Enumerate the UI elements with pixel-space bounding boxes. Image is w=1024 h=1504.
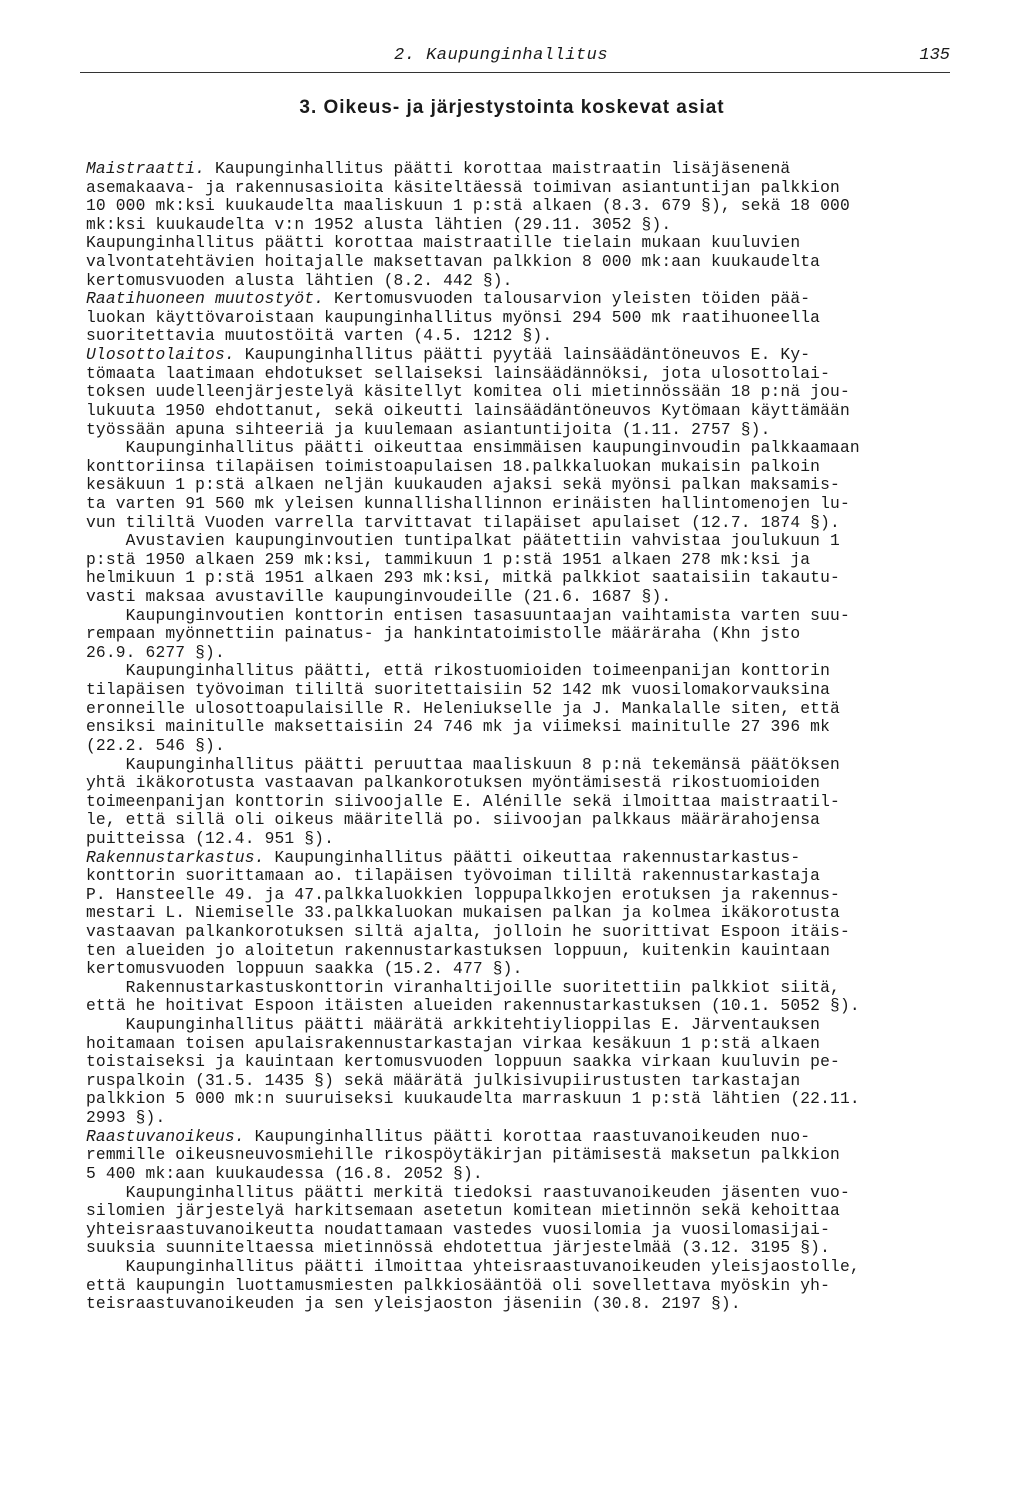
line-text: 5 400 mk:aan kuukaudessa (16.8. 2052 §).: [86, 1163, 483, 1183]
line-text: tilapäisen työvoiman tililtä suoritettaisiin 52 142 mk vuosilomakorvauksina: [86, 680, 831, 700]
text-line: [86, 718, 966, 737]
text-line: [86, 849, 966, 868]
line-text: Kertomusvuoden talousarvion yleisten töiden pää-: [324, 289, 811, 309]
line-text: vun tililtä Vuoden varrella tarvittavat tilapäiset apulaiset (12.7. 1874 §).: [86, 512, 840, 532]
text-line: [86, 365, 966, 384]
line-text: Kaupunginhallitus päätti korottaa maistraatille tielain mukaan kuuluvien: [86, 233, 801, 253]
line-text: työssään apuna sihteeriä ja kuulemaan asiantuntijoita (1.11. 2757 §).: [86, 419, 771, 439]
text-line: [86, 1239, 966, 1258]
text-line: [86, 1053, 966, 1072]
page-number: 135: [919, 46, 950, 65]
running-head: [80, 44, 950, 73]
text-line: [86, 272, 966, 291]
line-text: remmille oikeusneuvosmiehille rikospöytäkirjan pitämisestä maksetun palkkion: [86, 1145, 840, 1165]
line-text: toksen uudelleenjärjestelyä käsitellyt komitea oli mietinnössään 18 p:nä jou-: [86, 382, 850, 402]
line-text: P. Hansteelle 49. ja 47.palkkaluokkien loppupalkkojen erotuksen ja rakennus-: [86, 884, 840, 904]
line-text: toimeenpanijan konttorin siivoojalle E. Alénille sekä ilmoittaa maistraatil-: [86, 791, 840, 811]
line-text: teisraastuvanoikeuden ja sen yleisjaoston jäseniin (30.8. 2197 §).: [86, 1294, 741, 1314]
text-line: [86, 1202, 966, 1221]
text-line: [86, 1184, 966, 1203]
line-text: Rakennustarkastuskonttorin viranhaltijoille suoritettiin palkkiot siitä,: [86, 977, 840, 997]
text-line: [86, 234, 966, 253]
text-line: [86, 811, 966, 830]
text-line: [86, 1258, 966, 1277]
line-text: helmikuun 1 p:stä 1951 alkaen 293 mk:ksi, mitkä palkkiot saataisiin takautu-: [86, 568, 840, 588]
line-text: ta varten 91 560 mk yleisen kunnallishallinnon erinäisten hallintomenojen lu-: [86, 493, 850, 513]
line-text: mk:ksi kuukaudelta v:n 1952 alusta lähtien (29.11. 3052 §).: [86, 214, 672, 234]
text-line: [86, 886, 966, 905]
text-line: [86, 1165, 966, 1184]
line-text: silomien järjestelyä harkitsemaan asetetun komitean mietinnön sekä kehoittaa: [86, 1201, 840, 1221]
paragraph-heading: Maistraatti.: [86, 159, 206, 178]
text-line: [86, 1072, 966, 1091]
line-text: että he hoitivat Espoon itäisten alueiden rakennustarkastuksen (10.1. 5052 §).: [86, 996, 860, 1016]
line-text: Kaupunginhallitus päätti oikeuttaa ensimmäisen kaupunginvoudin palkkaamaan: [86, 438, 860, 458]
line-text: kertomusvuoden loppuun saakka (15.2. 477 §).: [86, 959, 523, 979]
paragraph-heading: Raatihuoneen muutostyöt.: [86, 289, 325, 309]
line-text: vasti maksaa avustaville kaupunginvoudeille (21.6. 1687 §).: [86, 587, 672, 607]
line-text: Kaupunginhallitus päätti korottaa maistraatin lisäjäsenenä: [205, 159, 791, 178]
text-line: [86, 179, 966, 198]
text-line: [86, 904, 966, 923]
line-text: kertomusvuoden alusta lähtien (8.2. 442 §).: [86, 270, 513, 290]
line-text: Avustavien kaupunginvoutien tuntipalkat päätettiin vahvistaa joulukuun 1: [86, 531, 840, 551]
text-line: [86, 1035, 966, 1054]
line-text: suoritettavia muutostöitä varten (4.5. 1212 §).: [86, 326, 553, 346]
line-text: suuksia suunniteltaessa mietinnössä ehdotettua järjestelmää (3.12. 3195 §).: [86, 1238, 831, 1258]
text-line: [86, 402, 966, 421]
text-line: [86, 662, 966, 681]
text-line: [86, 607, 966, 626]
text-line: [86, 569, 966, 588]
text-line: [86, 960, 966, 979]
line-text: ensiksi mainitulle maksettaisiin 24 746 mk ja viimeksi mainitulle 27 396 mk: [86, 717, 831, 737]
line-text: luokan käyttövaroistaan kaupunginhallitus myönsi 294 500 mk raatihuoneella: [86, 307, 821, 327]
text-line: [86, 439, 966, 458]
text-line: [86, 588, 966, 607]
line-text: mestari L. Niemiselle 33.palkkaluokan mukaisen palkan ja kolmea ikäkorotusta: [86, 903, 840, 923]
line-text: toistaiseksi ja kauintaan kertomusvuoden loppuun saakka virkaan kuuluvin pe-: [86, 1052, 840, 1072]
line-text: le, että sillä oli oikeus määritellä po. siivoojan palkkaus määrärahojensa: [86, 810, 821, 830]
line-text: kesäkuun 1 p:stä alkaen neljän kuukauden ajaksi sekä myönsi palkan maksamis-: [86, 475, 840, 495]
text-line: [86, 997, 966, 1016]
text-line: [86, 737, 966, 756]
line-text: hoitamaan toisen apulaisrakennustarkastajan virkaa kesäkuun 1 p:stä alkaen: [86, 1033, 821, 1053]
line-text: eronneille ulosottoapulaisille R. Heleniukselle ja J. Mankalalle siten, että: [86, 698, 840, 718]
text-line: [86, 1146, 966, 1165]
line-text: (22.2. 546 §).: [86, 735, 225, 755]
text-line: [86, 458, 966, 477]
text-line: [86, 774, 966, 793]
line-text: vastaavan palkankorotuksen siltä ajalta, jolloin he suorittivat Espoon itäis-: [86, 921, 850, 941]
text-line: [86, 1090, 966, 1109]
text-line: [86, 867, 966, 886]
line-text: Kaupunginhallitus päätti oikeuttaa rakennustarkastus-: [264, 847, 801, 867]
text-line: [86, 253, 966, 272]
text-line: [86, 476, 966, 495]
text-line: [86, 327, 966, 346]
line-text: konttoriinsa tilapäisen toimistoapulaisen 18.palkkaluokan mukaisin palkoin: [86, 456, 821, 476]
text-line: [86, 1277, 966, 1296]
line-text: ruspalkoin (31.5. 1435 §) sekä määrätä julkisivupiirustusten tarkastajan: [86, 1070, 801, 1090]
line-text: p:stä 1950 alkaen 259 mk:ksi, tammikuun 1 p:stä 1951 alkaen 278 mk:ksi ja: [86, 549, 811, 569]
line-text: valvontatehtävien hoitajalle maksettavan palkkion 8 000 mk:aan kuukaudelta: [86, 252, 821, 272]
text-line: [86, 197, 966, 216]
text-line: [86, 495, 966, 514]
running-head-title: 2. Kaupunginhallitus: [394, 46, 609, 65]
text-line: [86, 793, 966, 812]
text-line: [86, 756, 966, 775]
text-line: [86, 1295, 966, 1314]
text-line: [86, 290, 966, 309]
paragraph-heading: Raastuvanoikeus.: [86, 1126, 245, 1146]
text-line: [86, 942, 966, 961]
text-line: [86, 625, 966, 644]
line-text: 26.9. 6277 §).: [86, 642, 225, 662]
paragraph-heading: Ulosottolaitos.: [86, 345, 235, 365]
line-text: Kaupunginhallitus päätti, että rikostuomioiden toimeenpanijan konttorin: [86, 661, 831, 681]
line-text: rempaan myönnettiin painatus- ja hankintatoimistolle määräraha (Khn jsto: [86, 624, 801, 644]
body-text: [86, 160, 966, 1314]
text-line: [86, 160, 966, 179]
text-line: [86, 1128, 966, 1147]
text-line: [86, 383, 966, 402]
text-line: [86, 979, 966, 998]
text-line: [86, 514, 966, 533]
line-text: asemakaava- ja rakennusasioita käsiteltäessä toimivan asiantuntijan palkkion: [86, 177, 840, 197]
line-text: ten alueiden jo aloitetun rakennustarkastuksen loppuun, kuitenkin kauintaan: [86, 940, 831, 960]
text-line: [86, 421, 966, 440]
line-text: konttorin suorittamaan ao. tilapäisen työvoiman tililtä rakennustarkastaja: [86, 866, 821, 886]
text-line: [86, 681, 966, 700]
line-text: tömaata laatimaan ehdotukset sellaiseksi lainsäädännöksi, jota ulosottolai-: [86, 363, 831, 383]
text-line: [86, 923, 966, 942]
line-text: Kaupunginhallitus päätti korottaa raastuvanoikeuden nuo-: [244, 1126, 811, 1146]
text-line: [86, 1016, 966, 1035]
line-text: palkkion 5 000 mk:n suuruiseksi kuukaudelta marraskuun 1 p:stä lähtien (22.11.: [86, 1089, 860, 1109]
text-line: [86, 700, 966, 719]
paragraph-heading: Rakennustarkastus.: [86, 847, 265, 867]
text-line: [86, 216, 966, 235]
text-line: [86, 1109, 966, 1128]
line-text: Kaupunginhallitus päätti peruuttaa maaliskuun 8 p:nä tekemänsä päätöksen: [86, 754, 840, 774]
line-text: että kaupungin luottamusmiesten palkkiosääntöä oli sovellettava myöskin yh-: [86, 1275, 831, 1295]
text-line: [86, 532, 966, 551]
line-text: Kaupunginhallitus päätti ilmoittaa yhteisraastuvanoikeuden yleisjaostolle,: [86, 1256, 860, 1276]
line-text: yhteisraastuvanoikeutta noudattamaan vastedes vuosilomia ja vuosilomasijai-: [86, 1219, 831, 1239]
line-text: Kaupunginhallitus päätti merkitä tiedoksi raastuvanoikeuden jäsenten vuo-: [86, 1182, 850, 1202]
text-line: [86, 309, 966, 328]
text-line: [86, 830, 966, 849]
section-title: 3. Oikeus- ja järjestystointa koskevat asiat: [299, 97, 725, 118]
text-line: [86, 1221, 966, 1240]
line-text: Kaupunginhallitus päätti pyytää lainsäädäntöneuvos E. Ky-: [234, 345, 811, 365]
text-line: [86, 551, 966, 570]
line-text: puitteissa (12.4. 951 §).: [86, 828, 335, 848]
line-text: 10 000 mk:ksi kuukaudelta maaliskuun 1 p:stä alkaen (8.3. 679 §), sekä 18 000: [86, 196, 850, 216]
line-text: 2993 §).: [86, 1108, 166, 1128]
line-text: yhtä ikäkorotusta vastaavan palkankorotuksen myöntämisestä rikostuomioiden: [86, 773, 821, 793]
line-text: Kaupunginvoutien konttorin entisen tasasuuntaajan vaihtamista varten suu-: [86, 605, 850, 625]
text-line: [86, 346, 966, 365]
text-line: [86, 644, 966, 663]
line-text: lukuuta 1950 ehdottanut, sekä oikeutti lainsäädäntöneuvos Kytömaan käyttämään: [86, 400, 850, 420]
line-text: Kaupunginhallitus päätti määrätä arkkitehtiylioppilas E. Järventauksen: [86, 1015, 821, 1035]
